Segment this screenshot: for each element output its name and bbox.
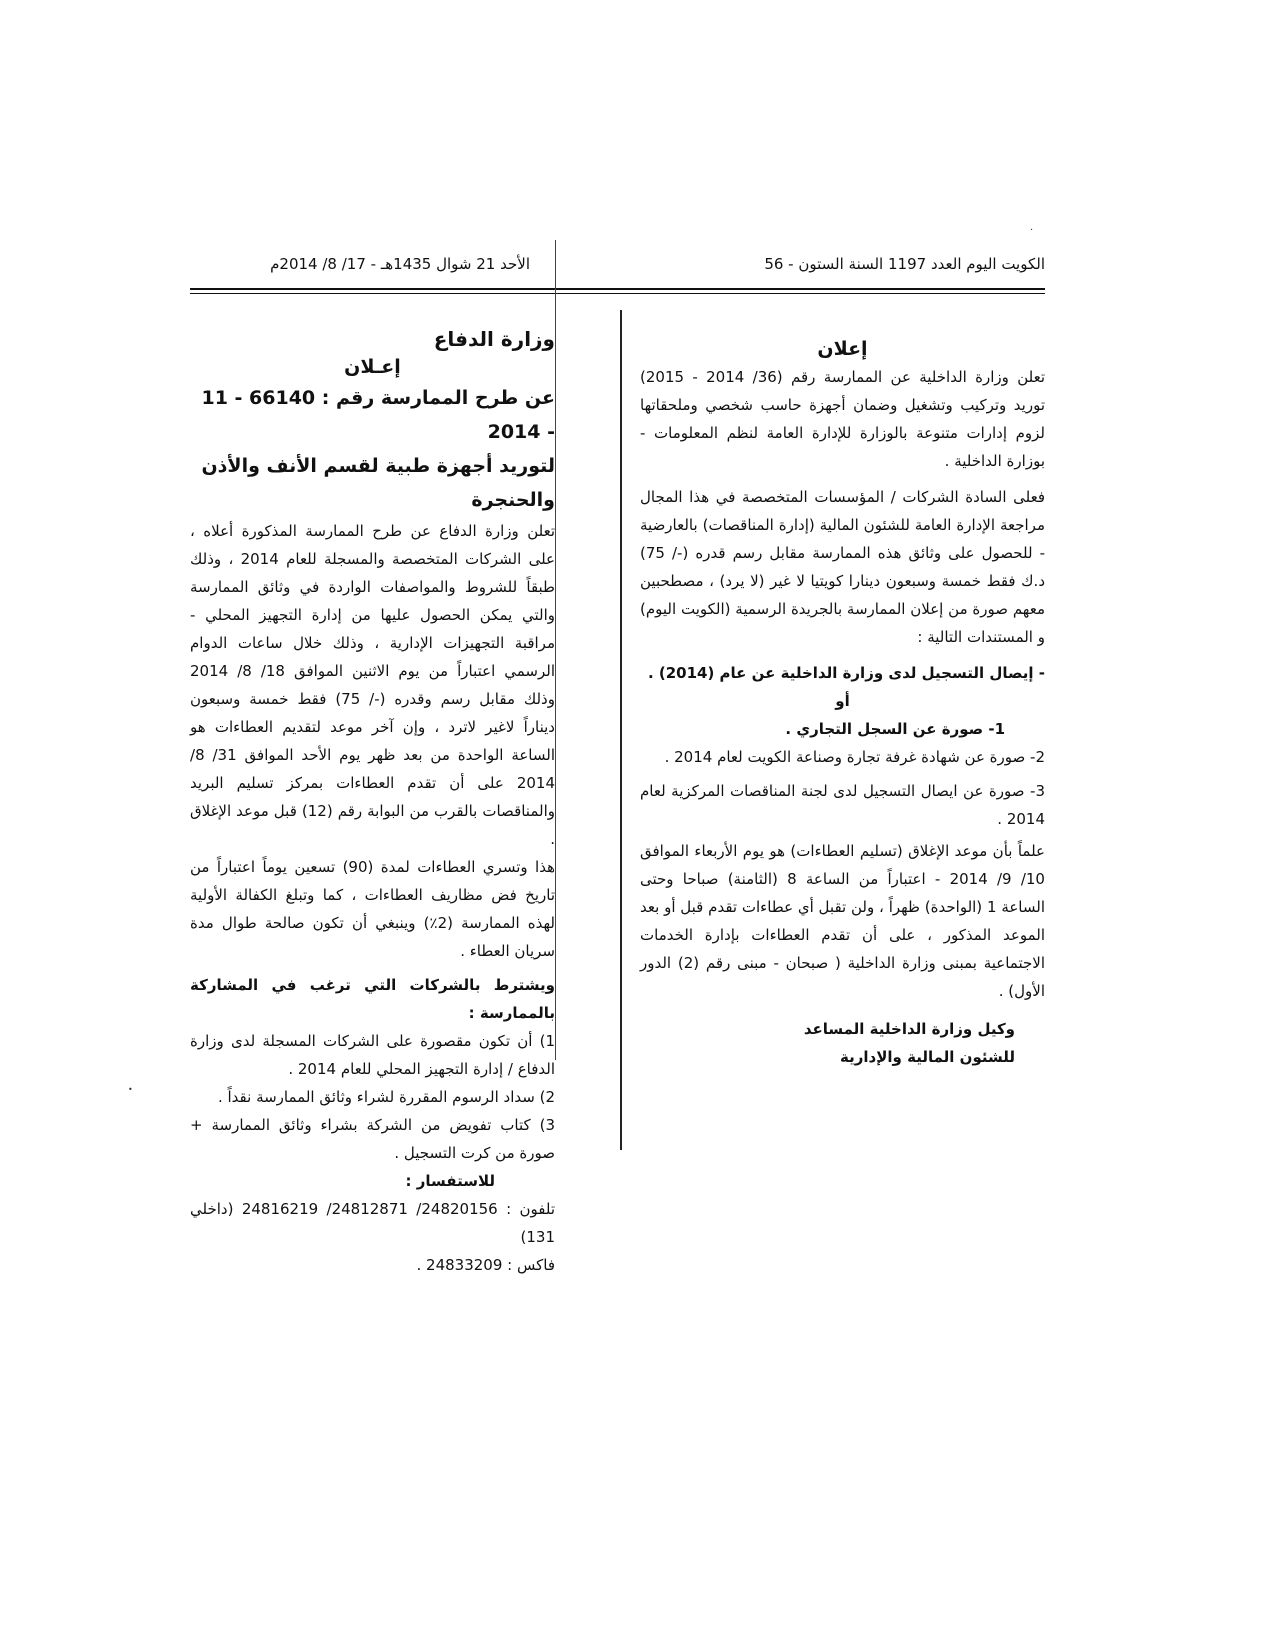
condition-item: 1) أن تكون مقصورة على الشركات المسجلة لدى وزارة الدفاع / إدارة التجهيز المحلي للعام 2014 . [190,1032,555,1078]
column-divider-bold [620,310,622,1150]
tender-number: عن طرح الممارسة رقم : 66140 - 11 - 2014 [201,387,555,443]
ministry-name: وزارة الدفاع [433,327,555,351]
requirements-paragraph: فعلى السادة الشركات / المؤسسات المتخصصة في هذا المجال مراجعة الإدارة العامة للشئون المالية (إدارة المناقصات) بالعارضية - للحصول على وثائق هذه الممارسة مقابل رسم قدره (-/ 75) د.ك فقط خمسة وسبعون دينارا كويتيا لا غير (لا يرد) ، مصطحبين معهم صورة من إعلان الممارسة بالجريدة الرسمية (الكويت اليوم) و المستندات التالية : [640,488,1045,646]
fax-line: فاكس : 24833209 . [416,1256,555,1274]
signature-line: للشئون المالية والإدارية [840,1048,1015,1066]
header-issue-info: الكويت اليوم العدد 1197 السنة الستون - 56 [764,255,1045,273]
requirement-item: 2- صورة عن شهادة غرفة تجارة وصناعة الكويت لعام 2014 . [664,748,1045,766]
requirement-item: 3- صورة عن ايصال التسجيل لدى لجنة المناقصات المركزية لعام 2014 . [640,782,1045,828]
intro-paragraph: تعلن وزارة الداخلية عن الممارسة رقم (36/ 2014 - 2015) توريد وتركيب وتشغيل وضمان أجهزة حاسب شخصي وملحقاتها لزوم إدارات متنوعة بالوزارة للإدارة العامة لنظم المعلومات - بوزارة الداخلية . [640,368,1046,470]
condition-item: 3) كتاب تفويض من الشركة بشراء وثائق الممارسة + صورة من كرت التسجيل . [190,1116,555,1162]
phone-line: تلفون : 24820156/ 24812871/ 24816219 (داخلي 131) [190,1200,555,1246]
column-divider [555,240,556,1060]
announcement-title: إعلان [817,338,868,360]
tender-subject: لتوريد أجهزة طبية لقسم الأنف والأذن والحنجرة [201,455,555,511]
scan-mark: • [128,1085,133,1094]
requirement-item: 1- صورة عن السجل التجاري . [785,720,1005,738]
validity-paragraph: هذا وتسري العطاءات لمدة (90) تسعين يوماً اعتباراً من تاريخ فض مظاريف العطاءات ، كما وتبلغ الكفالة الأولية لهذه الممارسة (2٪) وينبغي أن تكون صالحة طوال مدة سريان العطاء . [190,858,555,960]
main-paragraph: تعلن وزارة الدفاع عن طرح الممارسة المذكورة أعلاه ، على الشركات المتخصصة والمسجلة للعام 2014 ، وذلك طبقاً للشروط والمواصفات الواردة في وثائق الممارسة والتي يمكن الحصول عليها من إدارة التجهيز المحلي - مراقبة التجهيزات الإدارية ، وذلك خلال ساعات الدوام الرسمي اعتباراً من يوم الاثنين الموافق 18/ 8/ 2014 وذلك مقابل رسم وقدره (-/ 75) فقط خمسة وسبعون ديناراً لاغير لاترد ، وإن آخر موعد لتقديم العطاءات هو الساعة الواحدة من بعد ظهر يوم الأحد الموافق 31/ 8/ 2014 على أن تقدم العطاءات بمركز تسليم البريد والمناقصات بالقرب من البوابة رقم (12) قبل موعد الإغلاق . [190,522,556,848]
header-rule-thin [190,293,1045,294]
signature-line: وكيل وزارة الداخلية المساعد [803,1020,1015,1038]
or-label: أو [835,692,850,710]
requirement-item: - إيصال التسجيل لدى وزارة الداخلية عن عام (2014) . [647,664,1045,682]
announcement-title: إعـلان [344,356,401,378]
closing-paragraph: علماً بأن موعد الإغلاق (تسليم العطاءات) هو يوم الأربعاء الموافق 10/ 9/ 2014 - اعتباراً من الساعة 8 (الثامنة) صباحا وحتى الساعة 1 (الواحدة) ظهراً ، ولن تقبل أي عطاءات تقدم قبل أو بعد الموعد المذكور ، على أن تقدم العطاءات بإدارة الخدمات الاجتماعية بمبنى وزارة الداخلية ( صبحان - مبنى رقم (2) الدور الأول) . [640,842,1045,1000]
interior-ministry-announcement [640,335,1045,1071]
condition-item: 2) سداد الرسوم المقررة لشراء وثائق الممارسة نقداً . [217,1088,555,1106]
inquiry-title: للاستفسار : [405,1172,495,1190]
header-rule [190,288,1045,290]
signature-block [640,1015,1045,1071]
header-date: الأحد 21 شوال 1435هـ - 17/ 8/ 2014م [270,255,530,273]
conditions-title: ويشترط بالشركات التي ترغب في المشاركة بالممارسة : [190,976,555,1022]
defense-ministry-announcement [190,325,555,1279]
scan-mark: . [1030,222,1034,233]
